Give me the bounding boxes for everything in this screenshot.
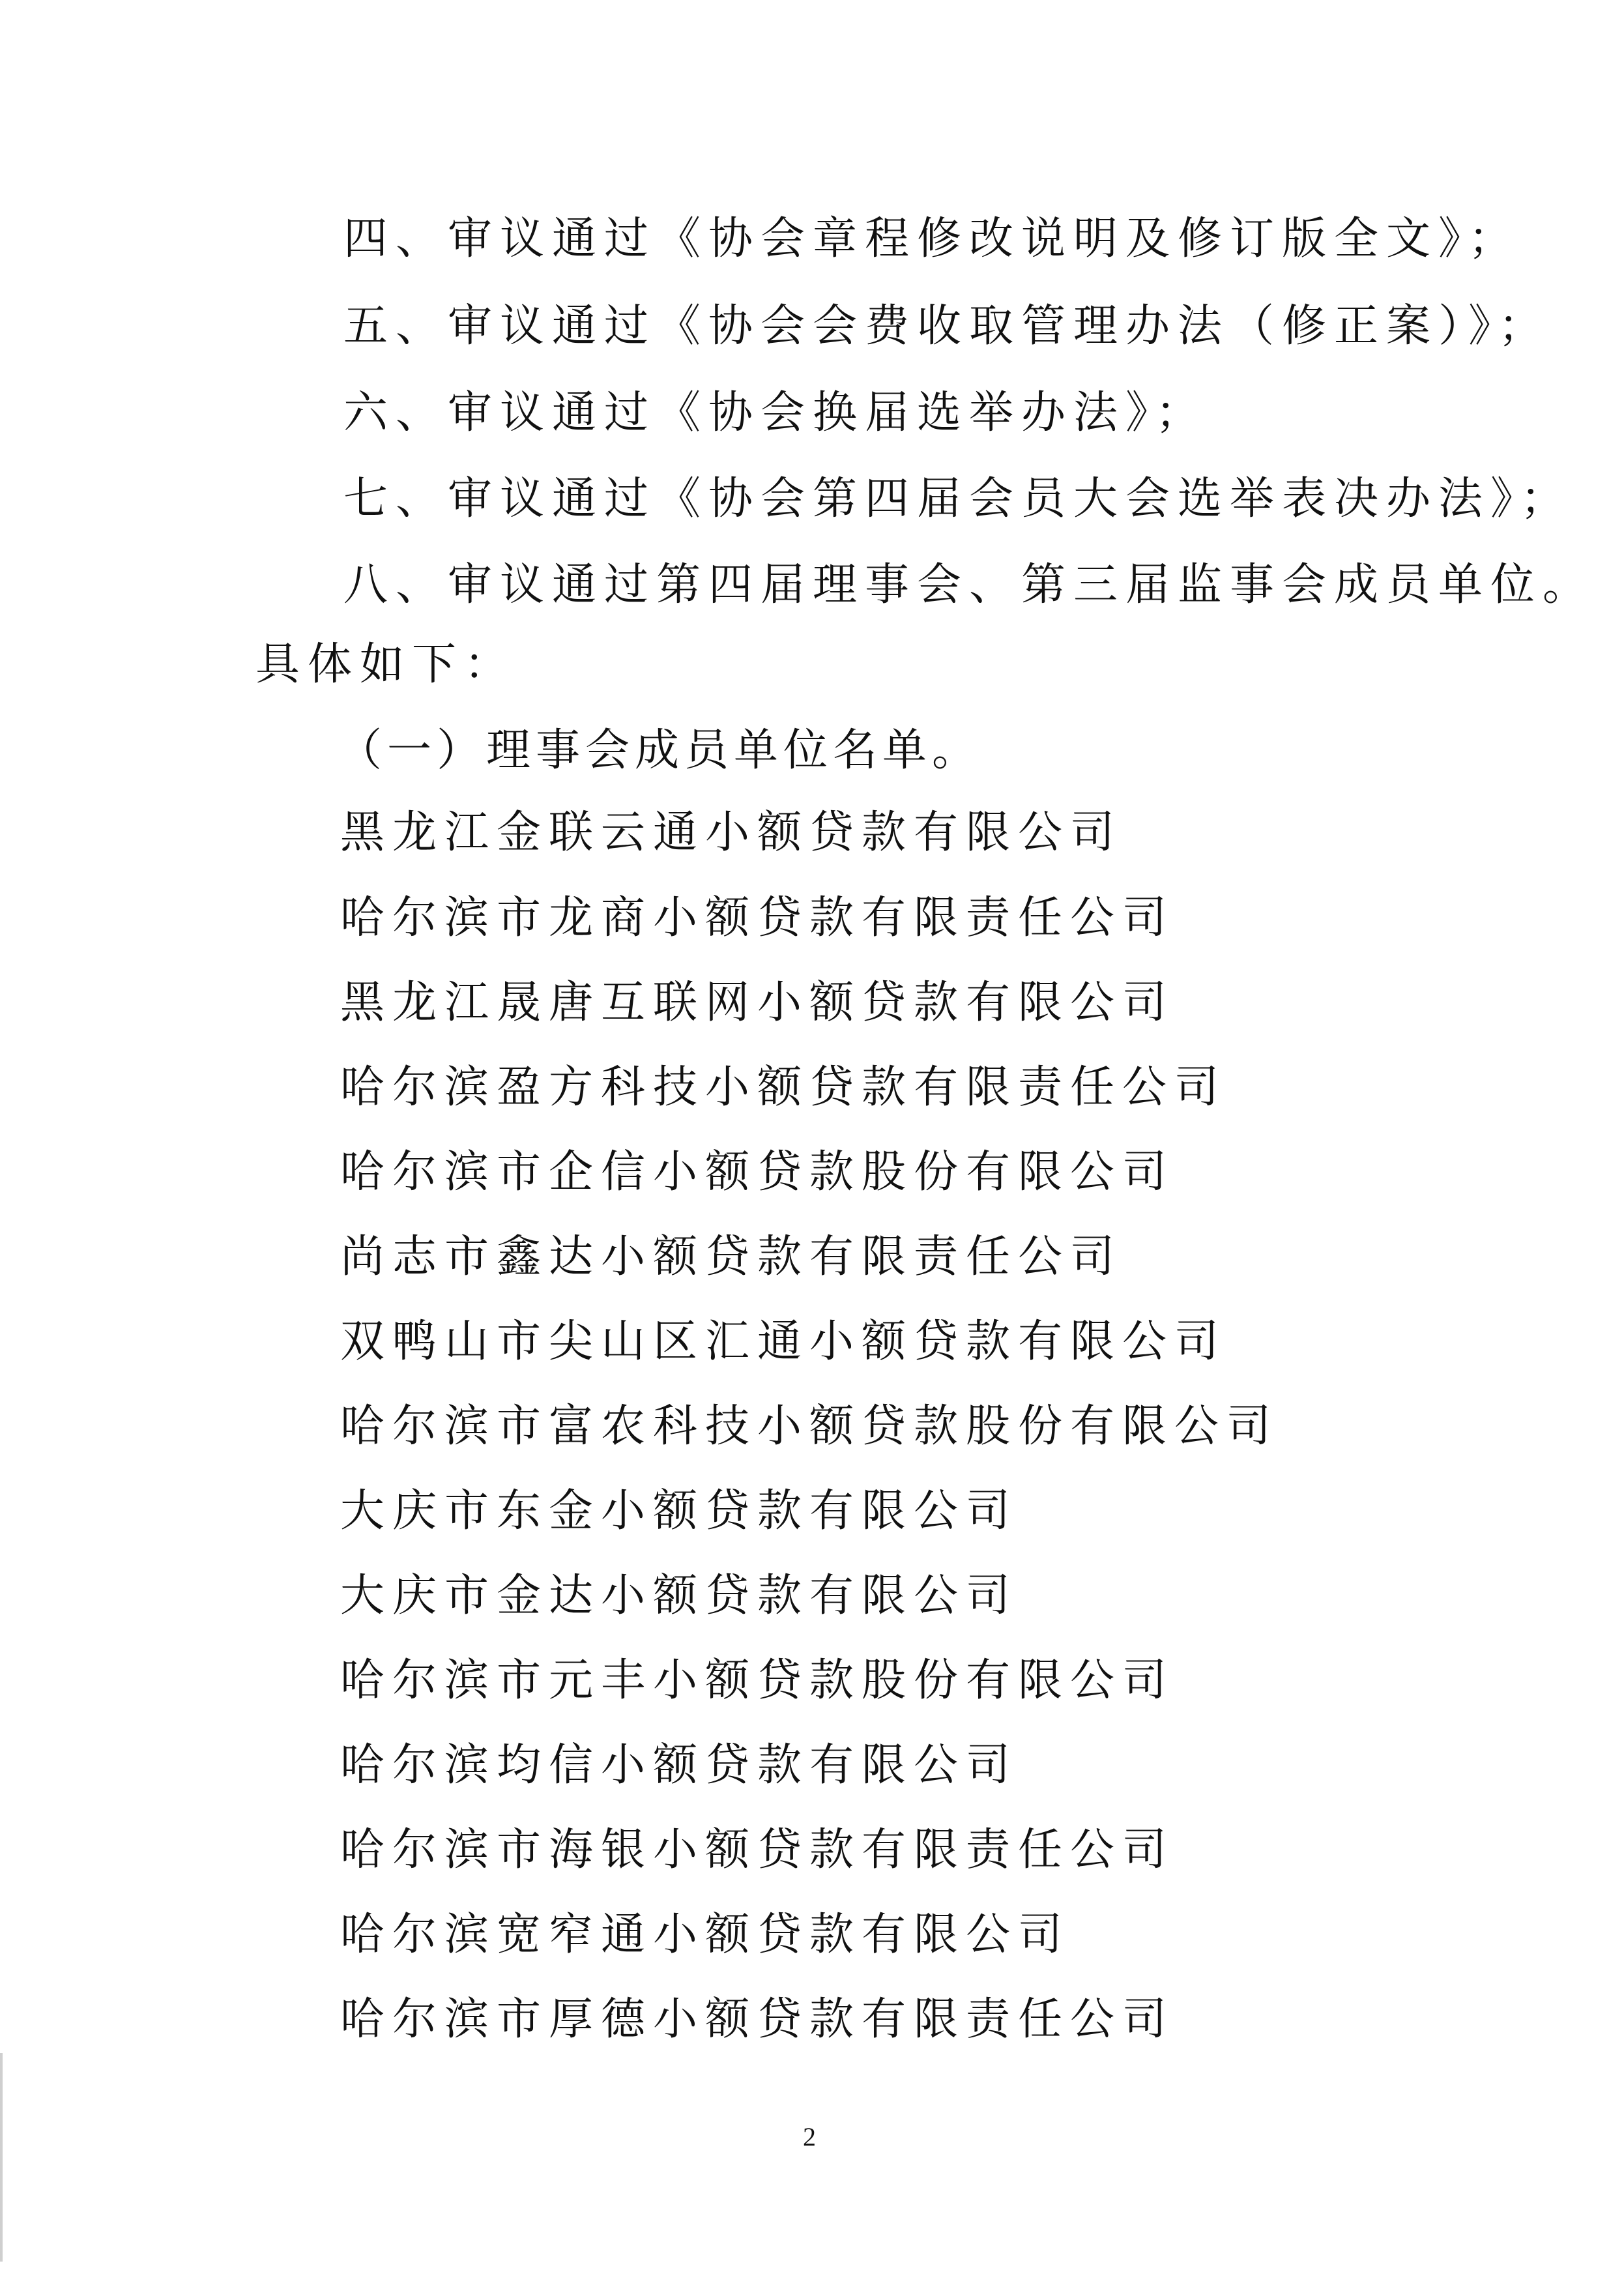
member-list-item: 哈尔滨市厚德小额贷款有限责任公司 — [340, 1994, 1175, 2045]
continuation-text: 具体如下： — [255, 639, 517, 690]
member-list-item: 哈尔滨盈方科技小额贷款有限责任公司 — [340, 1062, 1227, 1113]
member-list-item: 大庆市东金小额贷款有限公司 — [340, 1485, 1019, 1537]
member-list-item: 大庆市金达小额贷款有限公司 — [340, 1570, 1019, 1622]
member-list-item: 黑龙江金联云通小额贷款有限公司 — [340, 807, 1123, 858]
section-heading: （一）理事会成员单位名单。 — [338, 725, 982, 776]
member-list-item: 哈尔滨宽窄通小额贷款有限公司 — [340, 1909, 1071, 1960]
scan-edge — [0, 2053, 3, 2262]
resolution-item: 六、审议通过《协会换届选举办法》； — [343, 387, 1208, 439]
member-list-item: 哈尔滨市富农科技小额贷款股份有限公司 — [340, 1401, 1279, 1452]
member-list-item: 双鸭山市尖山区汇通小额贷款有限公司 — [340, 1316, 1227, 1367]
member-list-item: 哈尔滨市企信小额贷款股份有限公司 — [340, 1146, 1175, 1198]
resolution-item: 四、审议通过《协会章程修改说明及修订版全文》； — [343, 213, 1521, 265]
page-number: 2 — [803, 2122, 816, 2151]
member-list-item: 哈尔滨市海银小额贷款有限责任公司 — [340, 1824, 1175, 1876]
member-list-item: 哈尔滨均信小额贷款有限公司 — [340, 1740, 1019, 1791]
member-list-item: 哈尔滨市元丰小额贷款股份有限公司 — [340, 1655, 1175, 1706]
resolution-item: 五、审议通过《协会会费收取管理办法（修正案）》； — [343, 300, 1551, 352]
member-list-item: 尚志市鑫达小额贷款有限责任公司 — [340, 1231, 1123, 1283]
member-list-item: 黑龙江晟唐互联网小额贷款有限公司 — [340, 977, 1175, 1028]
resolution-item: 七、审议通过《协会第四届会员大会选举表决办法》； — [343, 473, 1573, 525]
resolution-item: 八、审议通过第四届理事会、第三届监事会成员单位。 — [343, 559, 1595, 611]
member-list-item: 哈尔滨市龙商小额贷款有限责任公司 — [340, 892, 1175, 944]
